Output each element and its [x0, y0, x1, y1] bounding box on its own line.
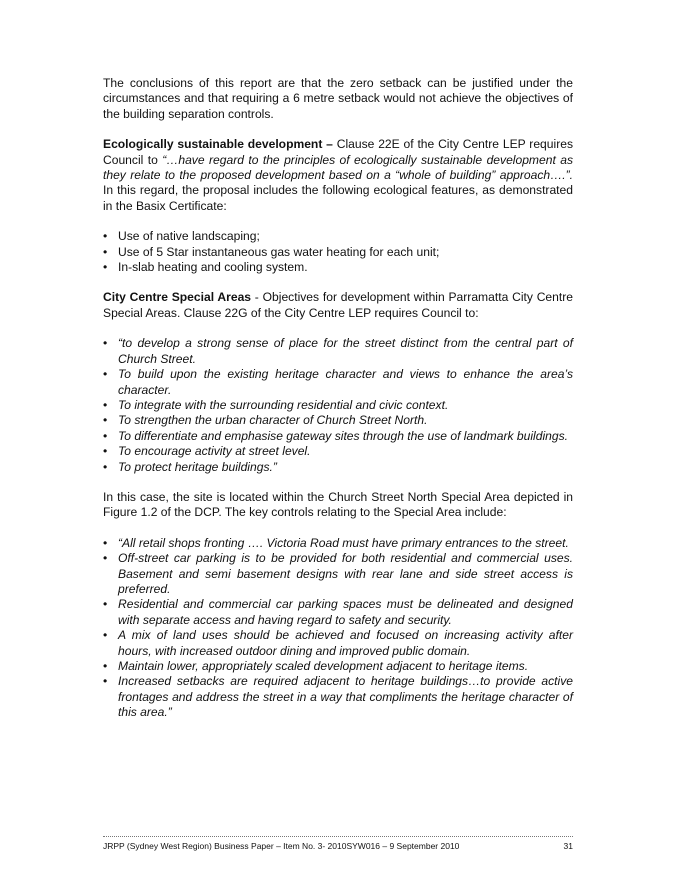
special-areas-objectives-list	[103, 336, 573, 475]
bullet-icon: •	[103, 444, 108, 459]
esd-paragraph	[103, 137, 573, 214]
esd-features-list	[103, 229, 573, 275]
esd-text-2: In this regard, the proposal includes the following ecological features, as demonstrated in the Basix Certificate:	[103, 183, 573, 213]
list-item: • Use of native landscaping;	[103, 229, 260, 244]
esd-quote: “…have regard to the principles of ecologically sustainable development as they relate to the proposed development based on a “whole of building” approach….”.	[103, 152, 573, 183]
page-number: 31	[563, 841, 573, 851]
bullet-icon: •	[103, 397, 108, 412]
bullet-icon: •	[103, 229, 108, 244]
list-item: • Maintain lower, appropriately scaled development adjacent to heritage items.	[103, 659, 529, 673]
bullet-icon: •	[103, 336, 108, 351]
list-item: • To differentiate and emphasise gateway sites through the use of landmark buildings.	[103, 428, 568, 443]
esd-text-1: Clause 22E of the City Centre LEP requires Council to	[103, 137, 574, 167]
esd-heading: Ecologically sustainable development –	[103, 137, 333, 152]
list-item: • Residential and commercial car parking spaces must be delineated and designed with separate access and having regard to safety and security.	[103, 597, 573, 627]
special-areas-heading: City Centre Special Areas	[103, 290, 252, 305]
list-item: • “to develop a strong sense of place for the street distinct from the central part of Church Street.	[103, 336, 573, 366]
footer-text: JRPP (Sydney West Region) Business Paper – Item No. 3- 2010SYW016 – 9 September 2010	[103, 841, 460, 851]
bullet-icon: •	[103, 260, 108, 275]
bullet-icon: •	[103, 535, 108, 550]
bullet-icon: •	[103, 413, 108, 428]
document-page	[103, 76, 573, 721]
bullet-icon: •	[103, 367, 108, 382]
list-item: • Increased setbacks are required adjacent to heritage buildings…to provide active frontages and address the street in a way that compliments the heritage character of this area.”	[103, 674, 573, 720]
bullet-icon: •	[103, 674, 108, 689]
bullet-icon: •	[103, 244, 108, 259]
church-street-paragraph: In this case, the site is located within the Church Street North Special Area depicted in Figure 1.2 of the DCP. The key controls relating to the Special Area include:	[103, 489, 573, 520]
bullet-icon: •	[103, 659, 108, 673]
list-item: • To protect heritage buildings.”	[103, 459, 277, 474]
list-item: • To build upon the existing heritage character and views to enhance the area’s character.	[103, 367, 573, 397]
list-item: • To integrate with the surrounding residential and civic context.	[103, 397, 449, 412]
list-item: • Off-street car parking is to be provided for both residential and commercial uses. Basement and semi basement designs with rear lane and side street access is preferred.	[103, 551, 573, 596]
list-item: • Use of 5 Star instantaneous gas water heating for each unit;	[103, 244, 440, 259]
bullet-icon: •	[103, 551, 108, 566]
bullet-icon: •	[103, 597, 108, 612]
special-areas-paragraph	[103, 290, 573, 321]
list-item: • To strengthen the urban character of Church Street North.	[103, 413, 428, 428]
bullet-icon: •	[103, 628, 108, 643]
list-item: • A mix of land uses should be achieved and focused on increasing activity after hours, with increased outdoor dining and improved public domain.	[103, 628, 573, 658]
list-item: • In-slab heating and cooling system.	[103, 260, 308, 275]
special-areas-text: - Objectives for development within Parramatta City Centre Special Areas. Clause 22G of the City Centre LEP requires Council to:	[103, 290, 573, 320]
conclusion-paragraph: The conclusions of this report are that the zero setback can be justified under the circumstances and that requiring a 6 metre setback would not achieve the objectives of the building separation controls.	[103, 76, 573, 121]
page-footer	[103, 841, 573, 852]
list-item: • “All retail shops fronting …. Victoria Road must have primary entrances to the street.	[103, 535, 569, 550]
bullet-icon: •	[103, 428, 108, 443]
key-controls-list	[103, 536, 573, 721]
footer-divider	[103, 836, 573, 837]
bullet-icon: •	[103, 459, 108, 474]
list-item: • To encourage activity at street level.	[103, 444, 311, 459]
